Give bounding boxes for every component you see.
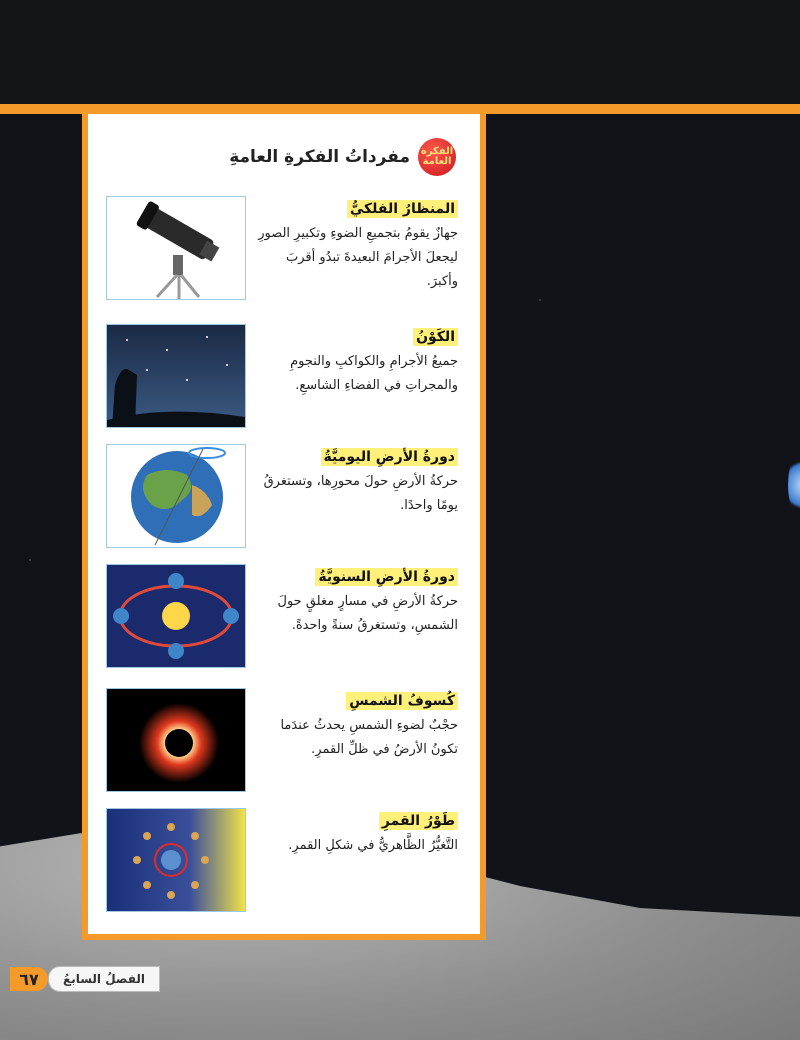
moon-phases-image — [106, 808, 246, 912]
term-label: المنظارُ الفلكيُّ — [347, 200, 458, 218]
telescope-image — [106, 196, 246, 300]
definition-text: جميعُ الأجرامِ والكواكبِ والنجومِ والمجراتِ في الفضاءِ الشاسعِ. — [290, 354, 458, 393]
vocab-item-moon-phases — [106, 808, 462, 912]
term-label: الكَوْنُ — [413, 328, 458, 346]
definition-text: حجْبٌ لضوءِ الشمسِ يحدثُ عندَما تكونُ الأرضُ في ظلِّ القمرِ. — [280, 718, 458, 757]
term-label: طَوْرُ القمرِ — [379, 812, 458, 830]
page-footer — [10, 966, 160, 992]
solar-eclipse-image — [106, 688, 246, 792]
earth-orbit-image — [106, 564, 246, 668]
page-number: ٦٧ — [10, 967, 48, 991]
vocab-item-telescope — [106, 196, 462, 300]
vocab-item-earth-orbit — [106, 564, 462, 668]
term-label: دورةُ الأرضِ السنويَّةُ — [315, 568, 458, 586]
definition-text: التَّغيُّرُ الظَّاهريُّ في شكلِ القمرِ. — [288, 838, 458, 853]
earth-rotation-image — [106, 444, 246, 548]
term-label: دورةُ الأرضِ اليوميَّةُ — [321, 448, 459, 466]
page-title: مفرداتُ الفكرةِ العامةِ — [229, 147, 410, 167]
big-idea-badge-icon: الفكرة العامة — [418, 138, 456, 176]
orange-divider — [0, 104, 800, 114]
definition-text: جهازٌ يقومُ بتجميعِ الضوءِ وتكبيرِ الصورِ ليجعلَ الأجرامَ البعيدةَ تبدُو أقربَ وأكبرَ. — [258, 226, 458, 289]
vocab-item-universe — [106, 324, 462, 428]
vocabulary-panel — [82, 114, 486, 940]
vocab-item-earth-rotation — [106, 444, 462, 548]
vocab-item-solar-eclipse — [106, 688, 462, 792]
definition-text: حركةُ الأرضِ حولَ محورِها، وتستغرقُ يومًا واحدًا. — [263, 474, 458, 513]
panel-header — [229, 138, 456, 176]
definition-text: حركةُ الأرضِ في مسارٍ مغلقٍ حولَ الشمسِ، وتستغرقُ سنةً واحدةً. — [277, 594, 458, 633]
term-label: كُسوفُ الشمسِ — [346, 692, 458, 710]
chapter-label: الفصلُ السابعُ — [48, 966, 160, 992]
universe-image — [106, 324, 246, 428]
top-dark-band — [0, 0, 800, 104]
